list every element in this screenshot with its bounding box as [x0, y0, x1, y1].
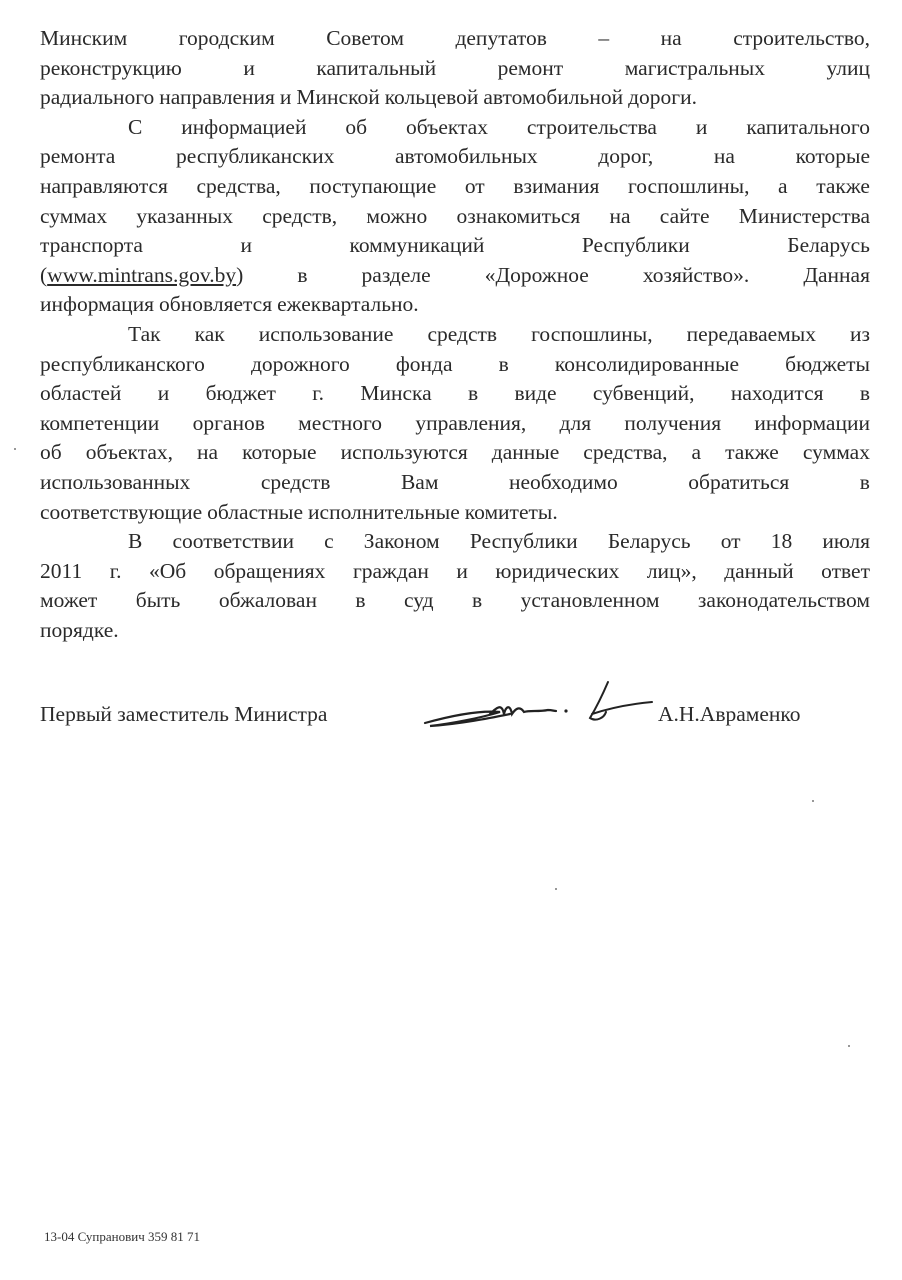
text-line: 2011 г. «Об обращениях граждан и юридических лиц», данный ответ [40, 558, 870, 583]
text-line: компетенции органов местного управления, для получения информации [40, 410, 870, 435]
signature-block [40, 700, 870, 740]
text-line: соответствующие областные исполнительные комитеты. [40, 499, 558, 524]
paragraph [40, 320, 870, 527]
paragraph [40, 24, 870, 113]
text-line: республиканского дорожного фонда в консолидированные бюджеты [40, 351, 870, 376]
scan-speck [812, 800, 814, 802]
paragraph [40, 527, 870, 645]
text-line: информация обновляется ежеквартально. [40, 292, 419, 317]
text-line: радиального направления и Минской кольцевой автомобильной дороги. [40, 85, 697, 110]
website-link[interactable]: www.mintrans.gov.by [47, 262, 237, 287]
text-line: Минским городским Советом депутатов – на строительство, [40, 26, 870, 50]
text-line: суммах указанных средств, можно ознакомиться на сайте Министерства [40, 203, 870, 228]
scan-speck [848, 1045, 850, 1047]
text-line: ремонта республиканских автомобильных дорог, на которые [40, 144, 870, 169]
text-line: областей и бюджет г. Минска в виде субвенций, находится в [40, 381, 870, 406]
text-line: использованных средств Вам необходимо обратиться в [40, 469, 870, 494]
paragraph [40, 113, 870, 320]
scan-speck [14, 448, 16, 450]
text-line: В соответствии с Законом Республики Беларусь от 18 июля [128, 529, 870, 554]
handwritten-signature [420, 678, 660, 738]
text-line: об объектах, на которые используются данные средства, а также суммах [40, 440, 870, 465]
text-line: направляются средства, поступающие от взимания госпошлины, а также [40, 173, 870, 198]
signatory-name: А.Н.Авраменко [658, 702, 801, 726]
text-line: транспорта и коммуникаций Республики Беларусь [40, 233, 870, 258]
signatory-title: Первый заместитель Министра [40, 702, 328, 726]
executor-footer: 13-04 Супранович 359 81 71 [44, 1229, 200, 1244]
text-line: реконструкцию и капитальный ремонт магистральных улиц [40, 55, 870, 80]
scan-speck [555, 888, 557, 890]
text-line: С информацией об объектах строительства и капитального [128, 114, 870, 139]
text-line: может быть обжалован в суд в установленном законодательством [40, 588, 870, 613]
text-line: (www.mintrans.gov.by) в разделе «Дорожное хозяйство». Данная [40, 262, 870, 287]
letter-body [40, 24, 870, 645]
text-line: Так как использование средств госпошлины, передаваемых из [128, 321, 870, 346]
text-line: порядке. [40, 617, 119, 642]
